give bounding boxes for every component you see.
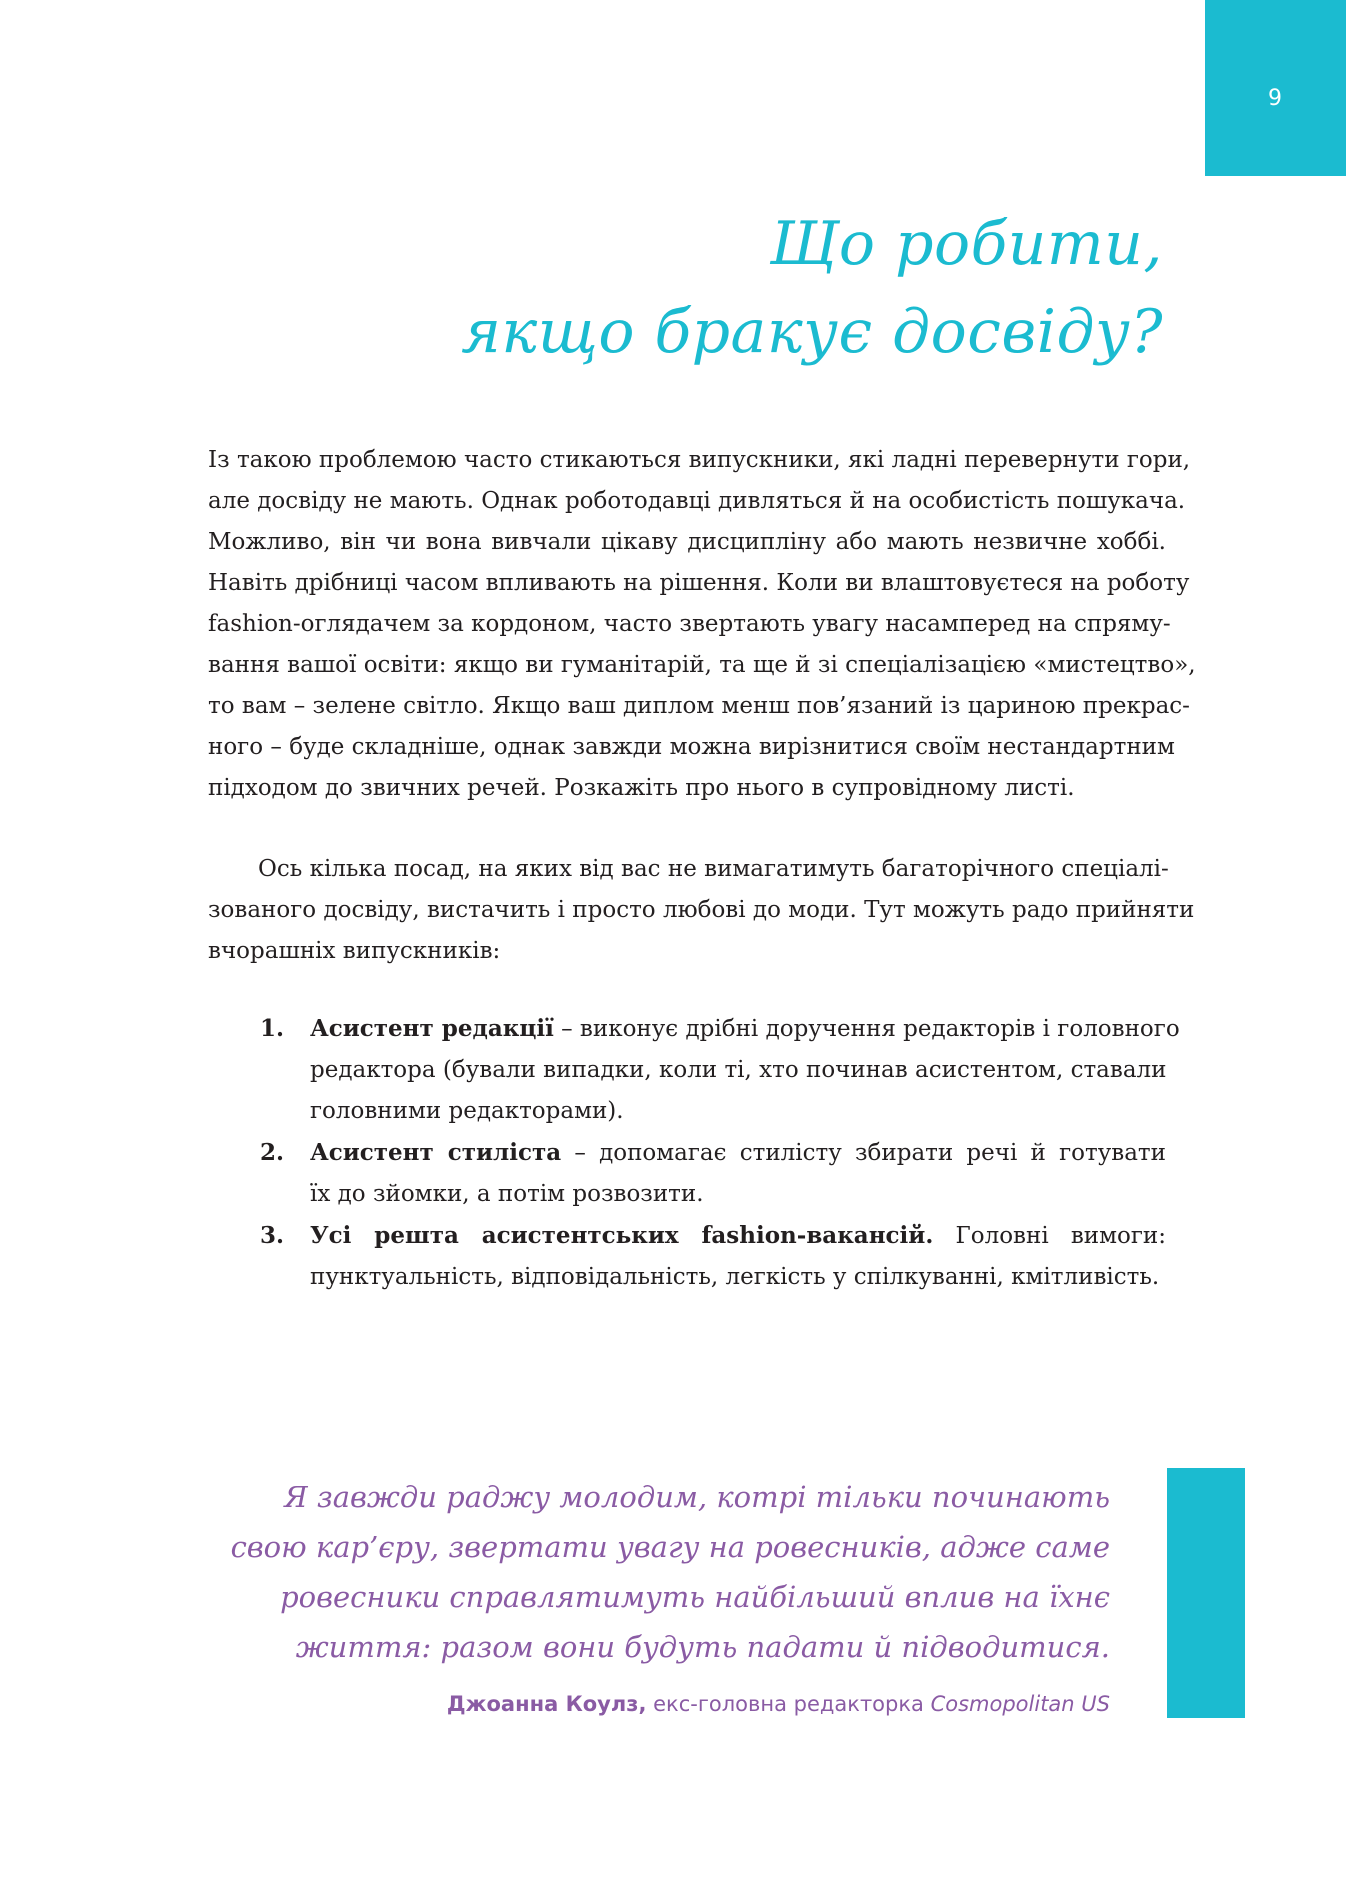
title-line: якщо бракує досвіду? xyxy=(461,297,1163,367)
list-item xyxy=(208,1132,1166,1215)
text-line: пунктуальність, відповідальність, легкість у спілкуванні, кмітливість. xyxy=(310,1264,1160,1290)
text-line: Ось кілька посад, на яких від вас не вимагатимуть багаторічного спеціалі- xyxy=(258,856,1169,882)
text-line: Можливо, він чи вона вивчали цікаву дисципліну або мають незвичне хоббі. xyxy=(208,529,1166,555)
list-term: Асистент редакції xyxy=(310,1015,554,1042)
text-line: але досвіду не мають. Однак роботодавці дивляться й на особистість пошукача. xyxy=(208,488,1186,514)
quote-attribution xyxy=(447,1692,1110,1716)
title-line: Що робити, xyxy=(769,209,1163,279)
text-line xyxy=(310,1008,1180,1050)
list-number: 2. xyxy=(260,1139,285,1166)
positions-list xyxy=(208,1008,1180,1298)
list-item xyxy=(208,1008,1180,1132)
list-number: 1. xyxy=(260,1015,285,1042)
text-line: Навіть дрібниці часом впливають на рішення. Коли ви влаштовуєтеся на роботу xyxy=(208,570,1190,596)
text-line: Із такою проблемою часто стикаються випускники, які ладні перевернути гори, xyxy=(208,447,1191,473)
quote-line: ровесники справлятимуть найбільший вплив на їхнє xyxy=(280,1580,1110,1614)
list-term: Асистент стиліста xyxy=(310,1139,562,1166)
text-line: зованого досвіду, вистачить і просто любові до моди. Тут можуть радо прийняти xyxy=(208,897,1195,923)
quote-line: Я завжди раджу молодим, котрі тільки починають xyxy=(284,1480,1110,1514)
text-line xyxy=(310,1215,1166,1257)
list-text: – виконує дрібні доручення редакторів і головного xyxy=(553,1016,1180,1042)
paragraph xyxy=(208,440,1196,809)
list-term: Усі решта асистентських fashion-вакансій. xyxy=(310,1222,934,1249)
text-line: вання вашої освіти: якщо ви гуманітарій, та ще й зі спеціалізацією «мистецтво», xyxy=(208,652,1196,678)
list-text: Головні вимоги: xyxy=(933,1223,1166,1249)
paragraph xyxy=(208,849,1195,972)
text-line: редактора (бували випадки, коли ті, хто починав асистентом, ставали xyxy=(310,1057,1167,1083)
quote-accent-bar xyxy=(1167,1468,1245,1718)
text-line: вчорашніх випускників: xyxy=(208,938,501,964)
quote-author: Джоанна Коулз, xyxy=(446,1692,647,1716)
quote-line: життя: разом вони будуть падати й підводитися. xyxy=(295,1630,1110,1664)
text-line: ного – буде складніше, однак завжди можна вирізнитися своїм нестандартним xyxy=(208,734,1175,760)
page-title xyxy=(461,200,1163,376)
list-item xyxy=(208,1215,1166,1298)
text-line: то вам – зелене світло. Якщо ваш диплом менш пов’язаний із цариною прекрас- xyxy=(208,693,1190,719)
page-number: 9 xyxy=(1268,86,1282,111)
text-line xyxy=(310,1132,1166,1174)
body-text xyxy=(208,440,1196,1298)
pull-quote xyxy=(231,1472,1110,1672)
text-line: головними редакторами). xyxy=(310,1098,624,1124)
list-number: 3. xyxy=(260,1222,285,1249)
text-line: fashion-оглядачем за кордоном, часто звертають увагу насамперед на спряму- xyxy=(208,611,1171,637)
quote-publication: Cosmopolitan US xyxy=(930,1692,1110,1716)
quote-author-role: екс-головна редакторка xyxy=(646,1692,931,1716)
quote-line: свою кар’єру, звертати увагу на ровесників, адже саме xyxy=(230,1530,1110,1564)
text-line: підходом до звичних речей. Розкажіть про нього в супровідному листі. xyxy=(208,775,1075,801)
list-text: – допомагає стилісту збирати речі й готувати xyxy=(561,1140,1166,1166)
text-line: їх до зйомки, а потім розвозити. xyxy=(310,1181,704,1207)
